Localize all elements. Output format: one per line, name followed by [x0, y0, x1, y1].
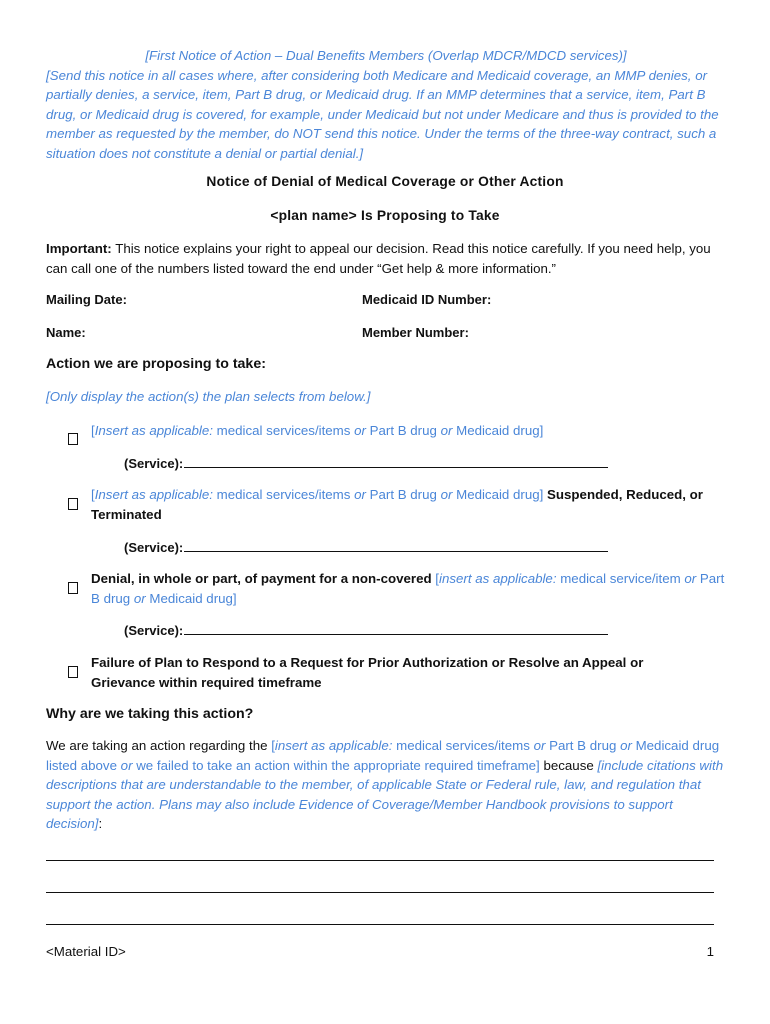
- service-blank[interactable]: [184, 454, 608, 468]
- mailing-date-label: Mailing Date:: [46, 292, 127, 307]
- option-3-service-line: (Service):: [124, 621, 608, 638]
- page-number: 1: [706, 944, 714, 959]
- service-blank[interactable]: [184, 538, 608, 552]
- important-paragraph: [46, 239, 726, 278]
- notice-title: Notice of Denial of Medical Coverage or Other Action: [206, 174, 564, 189]
- option-1-service-line: (Service):: [124, 454, 608, 471]
- name-label: Name:: [46, 325, 86, 340]
- option-2-service-line: (Service):: [124, 538, 608, 555]
- medicaid-id-label: Medicaid ID Number:: [362, 292, 492, 307]
- important-label: Important:: [46, 241, 112, 256]
- option-3-checkbox[interactable]: [68, 582, 78, 594]
- header-instructions: [46, 46, 726, 164]
- reason-line-3[interactable]: [46, 924, 714, 925]
- option-1-checkbox[interactable]: [68, 433, 78, 445]
- member-number-label: Member Number:: [362, 325, 469, 340]
- option-4-checkbox[interactable]: [68, 666, 78, 678]
- material-id: <Material ID>: [46, 944, 126, 959]
- action-heading: Action we are proposing to take:: [46, 356, 266, 372]
- action-instruction: [Only display the action(s) the plan selects from below.]: [46, 389, 371, 404]
- notice-subtitle: <plan name> Is Proposing to Take: [270, 208, 500, 223]
- option-3-text: Denial, in whole or part, of payment for a non-covered [insert as applicable: medical service/item or Part B drug or Medicaid drug]: [91, 571, 725, 606]
- service-blank[interactable]: [184, 621, 608, 635]
- option-1-text: [Insert as applicable: medical services/items or Part B drug or Medicaid drug]: [91, 423, 544, 438]
- reason-line-2[interactable]: [46, 892, 714, 893]
- why-paragraph: We are taking an action regarding the [insert as applicable: medical services/items or Part B drug or Medicaid drug listed above or we failed to take an action within the appropriate required timeframe] because [include citations with descriptions that are understandable to the member, of applicable State or Federal rule, law, and regulation that support the action. Plans may also include Evidence of Coverage/Member Handbook provisions to support decision]:: [46, 738, 724, 832]
- header-send-instructions: [Send this notice in all cases where, after considering both Medicare and Medicaid coverage, an MMP denies, or partially denies, a service, item, Part B drug, or Medicaid drug. If an MMP determines that a service, item, Part B drug, or Medicaid drug is covered, for example, under Medicaid but not under Medicare and thus is provided to the member as requested by the member, do NOT send this notice. Under the terms of the three-way contract, such a situation does not constitute a denial or partial denial.]: [46, 67, 719, 161]
- option-2-text: [Insert as applicable: medical services/items or Part B drug or Medicaid drug] Suspended, Reduced, or Terminated: [91, 487, 703, 522]
- important-text: This notice explains your right to appeal our decision. Read this notice carefully. If you need help, you can call one of the numbers listed toward the end under “Get help & more information.”: [46, 241, 711, 276]
- option-4-text: Failure of Plan to Respond to a Request for Prior Authorization or Resolve an Appeal or Grievance within required timeframe: [91, 655, 644, 690]
- option-2-checkbox[interactable]: [68, 498, 78, 510]
- why-heading: Why are we taking this action?: [46, 706, 254, 722]
- header-notice-type: [First Notice of Action – Dual Benefits Members (Overlap MDCR/MDCD services)]: [145, 48, 627, 63]
- reason-line-1[interactable]: [46, 860, 714, 861]
